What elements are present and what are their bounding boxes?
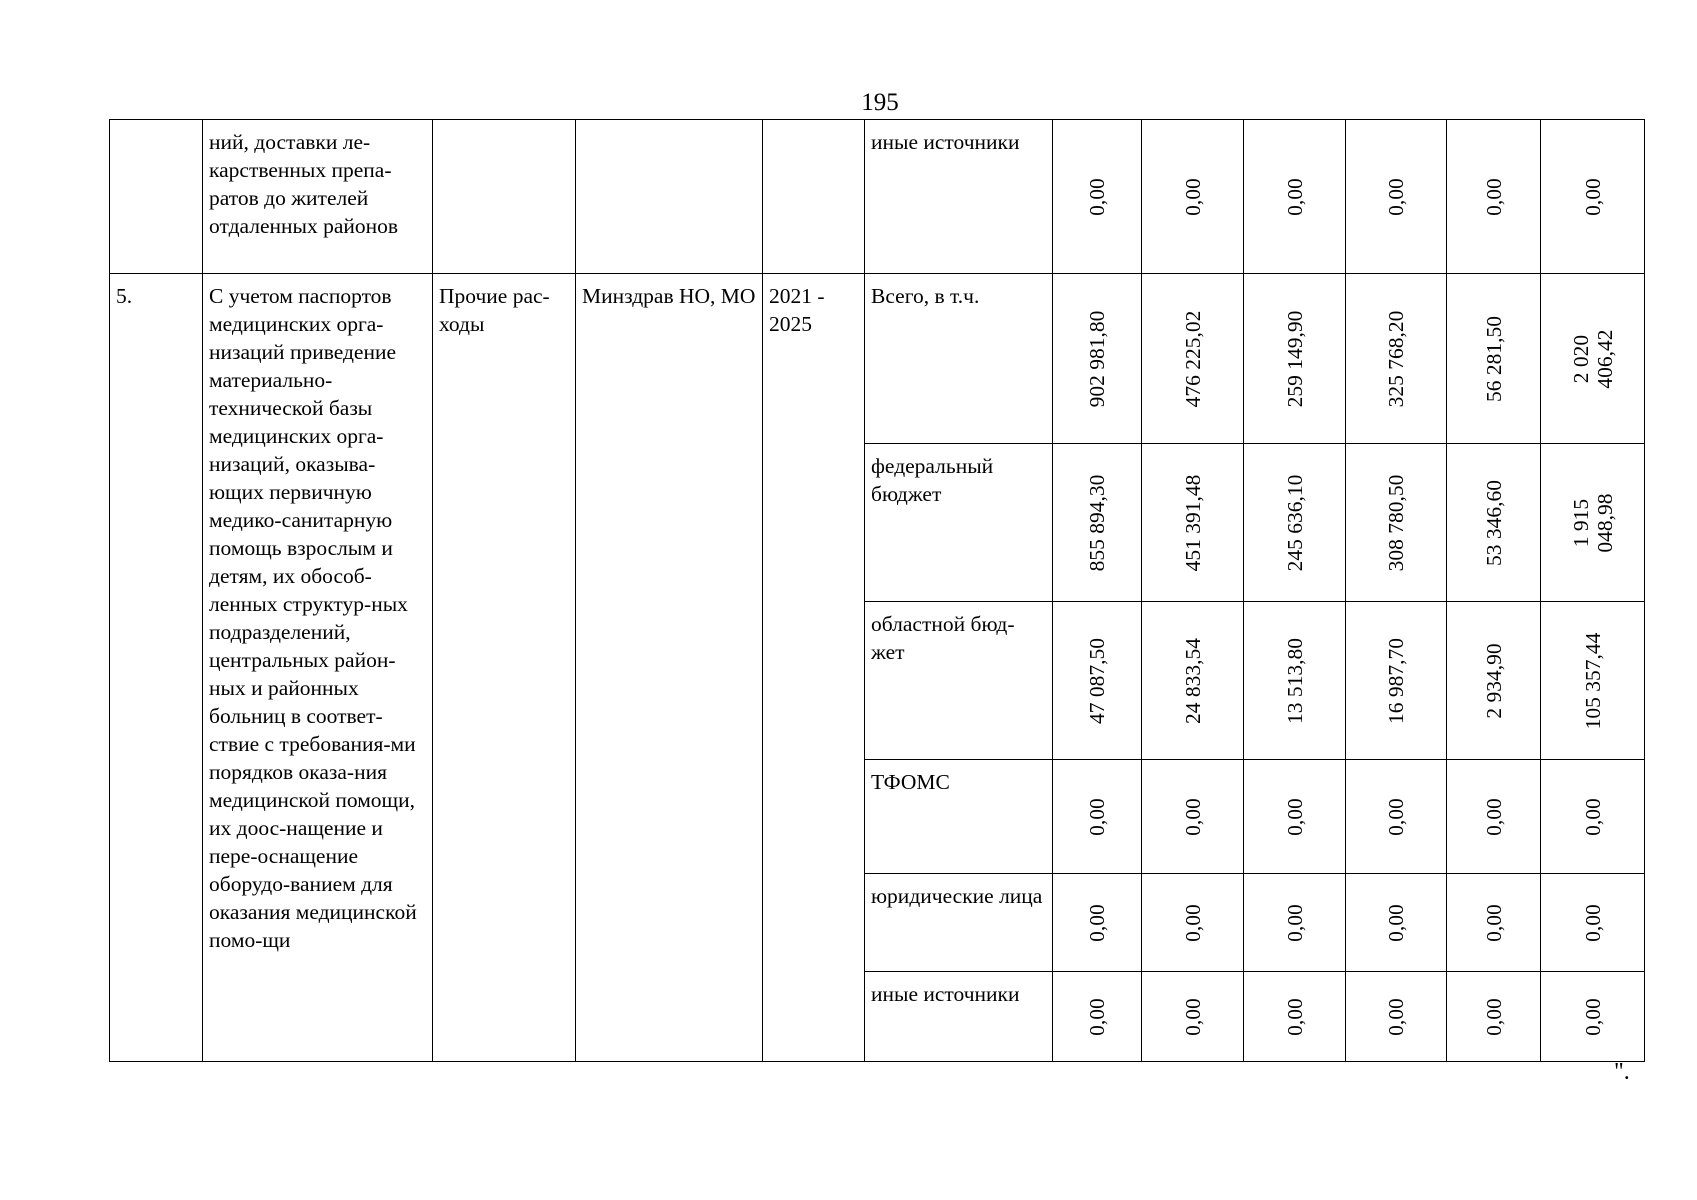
value-cell: 0,00 (1346, 874, 1447, 972)
value-cell: 0,00 (1447, 972, 1541, 1062)
value-cell: 0,00 (1053, 972, 1142, 1062)
value-cell: 53 346,60 (1447, 444, 1541, 602)
value-cell: 451 391,48 (1142, 444, 1244, 602)
value-cell: 0,00 (1541, 972, 1645, 1062)
activity-name: С учетом паспортов медицинских орга-низаций приведение материально-технической базы медицинских орга-низаций, оказыва-ющих первичную медико-санитарную помощь взрослым и детям, их обособ-ленных структур-ных подразделений, центральных район-ных и районных больниц в соответ-ствие с требования-ми порядков оказа-ния медицинской помощи, их доос-нащение и пере-оснащение оборудо-ванием для оказания медицинской помо-щи (203, 274, 433, 1062)
table-row (110, 120, 1645, 274)
value-cell: 24 833,54 (1142, 602, 1244, 760)
cell-executor (576, 120, 763, 274)
value-cell: 0,00 (1053, 874, 1142, 972)
source-label: юридические лица (865, 874, 1053, 972)
closing-quote-mark: ". (1614, 1059, 1630, 1085)
budget-table (109, 119, 1645, 1062)
table-row (110, 274, 1645, 444)
source-label: ТФОМС (865, 760, 1053, 874)
activity-name-continued: ний, доставки ле-карственных препа-ратов до жителей отдаленных районов (203, 120, 433, 274)
value-cell: 0,00 (1447, 874, 1541, 972)
value-cell: 855 894,30 (1053, 444, 1142, 602)
expense-type: Прочие рас-ходы (433, 274, 576, 1062)
value-cell: 0,00 (1244, 760, 1346, 874)
value-cell: 13 513,80 (1244, 602, 1346, 760)
page-number: 195 (861, 89, 899, 116)
source-label: иные источники (865, 972, 1053, 1062)
value-cell: 0,00 (1142, 760, 1244, 874)
value-cell: 0,00 (1447, 760, 1541, 874)
value-cell: 308 780,50 (1346, 444, 1447, 602)
value-cell: 0,00 (1346, 972, 1447, 1062)
value-cell: 325 768,20 (1346, 274, 1447, 444)
value-cell: 0,00 (1447, 120, 1541, 274)
value-cell: 0,00 (1541, 760, 1645, 874)
cell-number (110, 120, 203, 274)
value-cell: 105 357,44 (1541, 602, 1645, 760)
value-cell: 1 915 048,98 (1541, 444, 1645, 602)
value-cell: 245 636,10 (1244, 444, 1346, 602)
value-cell: 0,00 (1541, 874, 1645, 972)
value-cell: 0,00 (1142, 972, 1244, 1062)
value-cell: 902 981,80 (1053, 274, 1142, 444)
value-cell: 0,00 (1541, 120, 1645, 274)
value-cell: 259 149,90 (1244, 274, 1346, 444)
executor: Минздрав НО, МО (576, 274, 763, 1062)
value-cell: 476 225,02 (1142, 274, 1244, 444)
value-cell: 0,00 (1142, 120, 1244, 274)
cell-period (763, 120, 865, 274)
source-label: федеральный бюджет (865, 444, 1053, 602)
source-label: областной бюд-жет (865, 602, 1053, 760)
value-cell: 0,00 (1244, 874, 1346, 972)
value-cell: 16 987,70 (1346, 602, 1447, 760)
value-cell: 0,00 (1346, 120, 1447, 274)
value-cell: 0,00 (1053, 760, 1142, 874)
value-cell: 47 087,50 (1053, 602, 1142, 760)
cell-expense-type (433, 120, 576, 274)
value-cell: 56 281,50 (1447, 274, 1541, 444)
source-label: Всего, в т.ч. (865, 274, 1053, 444)
value-cell: 0,00 (1244, 972, 1346, 1062)
value-cell: 0,00 (1142, 874, 1244, 972)
value-cell: 0,00 (1053, 120, 1142, 274)
value-cell: 2 020 406,42 (1541, 274, 1645, 444)
value-cell: 0,00 (1244, 120, 1346, 274)
value-cell: 2 934,90 (1447, 602, 1541, 760)
source-label: иные источники (865, 120, 1053, 274)
value-cell: 0,00 (1346, 760, 1447, 874)
item-number: 5. (110, 274, 203, 1062)
period: 2021 - 2025 (763, 274, 865, 1062)
